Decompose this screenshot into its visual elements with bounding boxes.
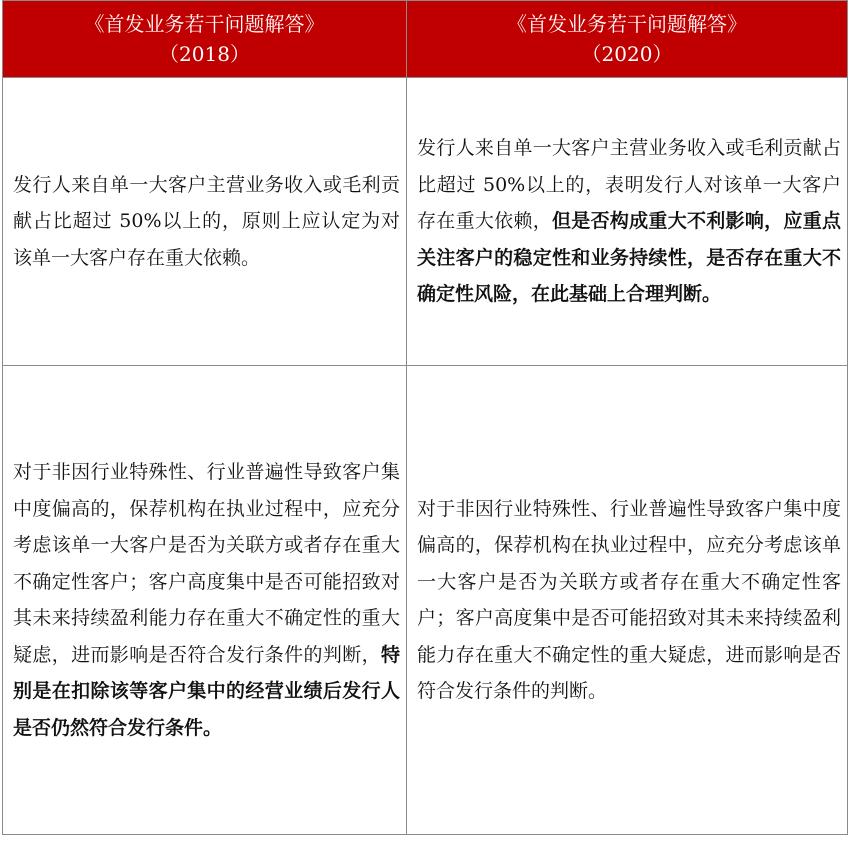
- cell-2018-major-customer-dependence: [3, 78, 407, 366]
- header-2018: [3, 1, 407, 78]
- cell-bold-text: 但是否构成重大不利影响，应重点关注客户的稳定性和业务持续性，是否存在重大不确定性风险，在此基础上合理判断。: [417, 210, 841, 306]
- table-body: [3, 78, 848, 835]
- cell-text: 发行人来自单一大客户主营业务收入或毛利贡献占比超过 50%以上的，原则上应认定为对该单一大客户存在重大依赖。: [13, 173, 400, 269]
- cell-2018-customer-concentration: [3, 366, 407, 835]
- header-2018-title: 《首发业务若干问题解答》: [84, 12, 325, 36]
- cell-text: 发行人来自单一大客户主营业务收入或毛利贡献占比超过 50%以上的，表明发行人对该单一大客户存在重大依赖，: [417, 137, 841, 233]
- cell-2020-major-customer-dependence: [407, 78, 848, 366]
- header-2018-year: （2018）: [159, 42, 250, 66]
- cell-text: 对于非因行业特殊性、行业普遍性导致客户集中度偏高的，保荐机构在执业过程中，应充分考虑该单一大客户是否为关联方或者存在重大不确定性客户；客户高度集中是否可能招致对其未来持续盈利能力存在重大不确定性的重大疑虑，进而影响是否符合发行条件的判断，: [13, 461, 400, 666]
- cell-2020-customer-concentration: [407, 366, 848, 835]
- header-2020-year: （2020）: [581, 42, 673, 66]
- table-header: [3, 1, 848, 78]
- cell-text: 对于非因行业特殊性、行业普遍性导致客户集中度偏高的，保荐机构在执业过程中，应充分考虑该单一大客户是否为关联方或者存在重大不确定性客户；客户高度集中是否可能招致对其未来持续盈利能力存在重大不确定性的重大疑虑，进而影响是否符合发行条件的判断。: [417, 497, 841, 702]
- comparison-table: [2, 0, 848, 835]
- header-row: [3, 1, 848, 78]
- header-2020-title: 《首发业务若干问题解答》: [507, 12, 747, 36]
- table-row: [3, 366, 848, 835]
- header-2020: [407, 1, 848, 78]
- table-row: [3, 78, 848, 366]
- cell-bold-text: 特别是在扣除该等客户集中的经营业绩后发行人是否仍然符合发行条件。: [13, 643, 400, 739]
